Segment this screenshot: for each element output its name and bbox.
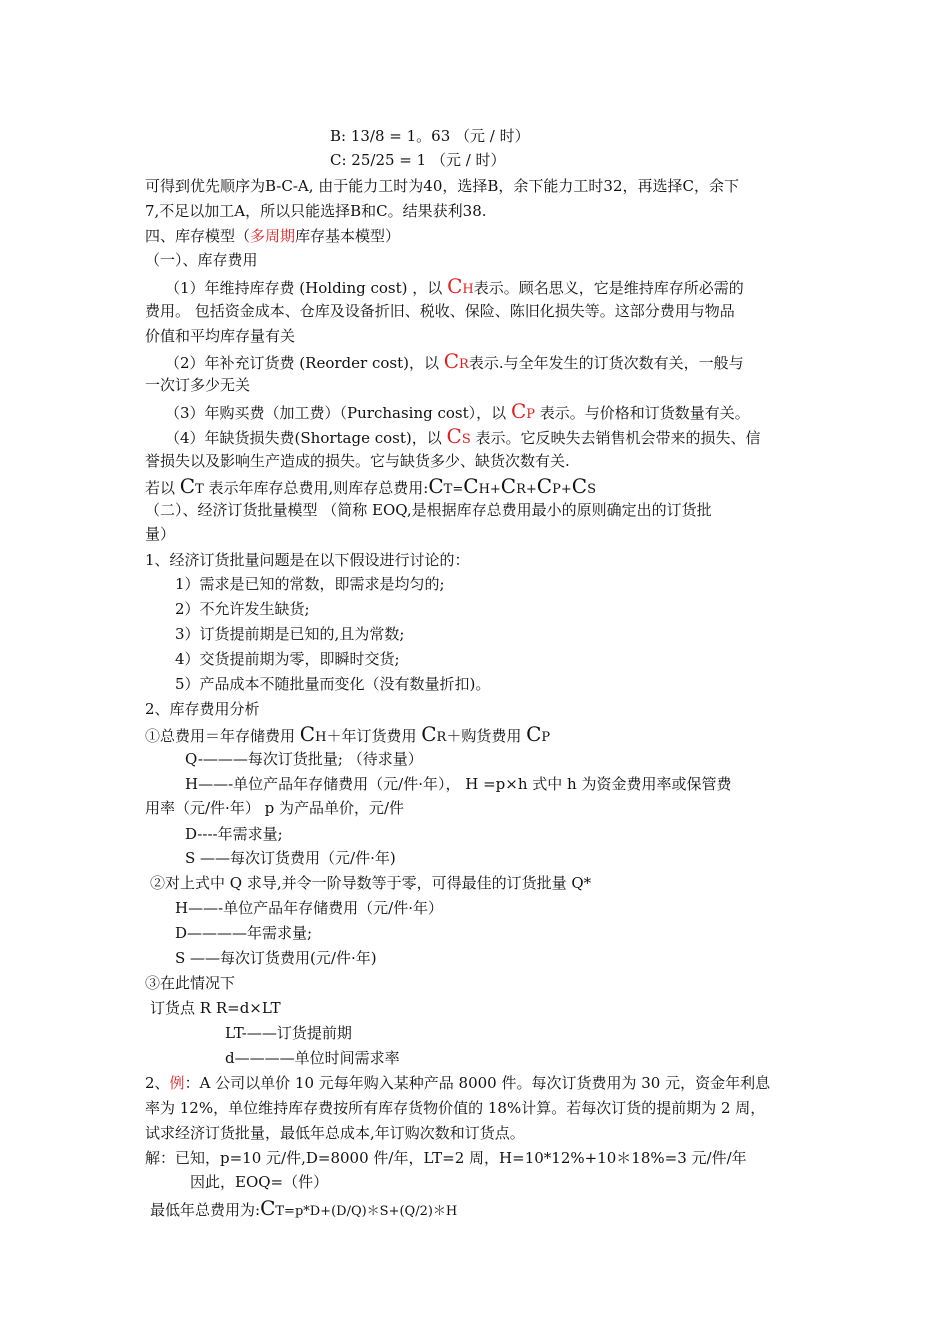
text-line	[175, 624, 404, 644]
text-segment: 2）不允许发生缺货;	[175, 600, 310, 618]
text-line	[165, 401, 750, 425]
text-line	[175, 599, 310, 619]
text-line	[225, 1048, 400, 1068]
text-line	[165, 351, 744, 375]
text-segment: C	[260, 1196, 276, 1220]
text-line	[145, 500, 712, 520]
text-segment: （1）年维持库存费 (Holding cost) ，以	[165, 279, 448, 297]
text-line	[145, 201, 487, 221]
text-line	[175, 574, 445, 594]
text-segment: d————单位时间需求率	[225, 1049, 400, 1067]
text-line	[145, 301, 735, 321]
text-segment: S	[461, 432, 471, 447]
text-segment: LT-——订货提前期	[225, 1024, 352, 1042]
text-line	[145, 1098, 765, 1118]
text-segment: P	[541, 730, 551, 745]
text-segment: R+	[516, 482, 537, 497]
text-segment: C	[510, 399, 527, 423]
text-segment: 4）交货提前期为零，即瞬时交货;	[175, 650, 400, 668]
text-segment: 价值和平均库存量有关	[145, 327, 296, 345]
text-segment: H	[315, 730, 327, 745]
text-line	[145, 699, 260, 719]
text-line	[145, 176, 739, 196]
text-segment: 表示。与价格和订货数量有关。	[535, 404, 750, 422]
text-segment: D----年需求量;	[185, 825, 283, 843]
text-segment: C	[571, 474, 588, 498]
text-segment: 表示。顾名思义，它是维持库存所必需的	[473, 279, 744, 297]
text-segment: 例	[169, 1074, 185, 1092]
text-line	[145, 550, 470, 570]
text-segment: C	[299, 722, 316, 746]
text-segment: C	[463, 474, 479, 498]
text-segment: 可得到优先顺序为B-C-A, 由于能力工时为40，选择B，余下能力工时32，再选择C，余下	[145, 177, 739, 195]
text-line	[185, 749, 423, 769]
text-line	[145, 973, 235, 993]
text-segment: 表示.与全年发生的订货次数有关，一般与	[468, 354, 744, 372]
text-segment: H——-单位产品年存储费用（元/件·年）	[175, 899, 443, 917]
text-segment: H——-单位产品年存储费用（元/件·年）， H =p×h 式中 h 为资金费用率或保管费	[185, 775, 732, 793]
text-line	[175, 948, 377, 968]
text-segment: 解：已知，p=10 元/件,D=8000 件/年，LT=2 周，H=10*12%+10＊18%=3 元/件/年	[145, 1149, 747, 1167]
text-segment: S ——每次订货费用（元/件·年)	[185, 849, 396, 867]
text-segment: 1、经济订货批量问题是在以下假设进行讨论的：	[145, 551, 470, 569]
text-segment: 多周期	[250, 227, 296, 245]
text-line	[175, 649, 400, 669]
text-segment: 一次订多少无关	[145, 376, 251, 394]
text-line	[145, 724, 550, 748]
text-segment: C	[536, 474, 553, 498]
text-segment: 表示年库存总费用,则库存总费用:	[203, 479, 429, 497]
text-segment: 誉损失以及影响生产造成的损失。它与缺货多少、缺货次数有关.	[145, 452, 570, 470]
text-segment: C	[526, 722, 542, 746]
text-segment: 量）	[145, 525, 176, 543]
text-line	[145, 476, 596, 500]
text-segment: H	[462, 282, 474, 297]
text-line	[145, 1123, 525, 1143]
text-line	[145, 326, 295, 346]
text-segment: R	[459, 357, 469, 372]
text-line	[175, 674, 490, 694]
text-segment: 因此，EOQ=（件）	[190, 1173, 329, 1191]
text-segment: ＋购货费用	[446, 727, 527, 745]
text-line	[145, 524, 175, 544]
text-line	[330, 126, 530, 146]
text-segment: 5）产品成本不随批量而变化（没有数量折扣)。	[175, 675, 491, 693]
text-segment: 试求经济订货批量，最低年总成本,年订购次数和订货点。	[145, 1124, 525, 1142]
text-segment: 1）需求是已知的常数，即需求是均匀的;	[175, 575, 445, 593]
text-line	[190, 1172, 328, 1192]
text-segment: 用率（元/件·年） p 为产品单价，元/件	[145, 799, 405, 817]
text-segment: T=p*D+(D/Q)＊S+(Q/2)＊H	[275, 1204, 458, 1219]
text-segment: T	[195, 482, 204, 497]
text-segment: C	[447, 274, 463, 298]
text-line	[150, 1198, 457, 1222]
text-line	[175, 923, 312, 943]
text-segment: T=	[443, 482, 464, 497]
text-segment: 2、库存费用分析	[145, 700, 260, 718]
text-segment: C	[428, 474, 444, 498]
text-segment: S ——每次订货费用(元/件·年)	[175, 949, 377, 967]
text-line	[330, 150, 506, 170]
text-segment: Q-———每次订货批量; （待求量）	[185, 750, 423, 768]
text-line	[150, 998, 281, 1018]
text-segment: 订货点 R R=d×LT	[150, 999, 281, 1017]
text-segment: S	[587, 482, 596, 497]
text-segment: H+	[478, 482, 501, 497]
text-segment: 最低年总费用为:	[150, 1201, 261, 1219]
text-segment: （4）年缺货损失费(Shortage cost)，以	[165, 429, 447, 447]
text-segment: 库存基本模型）	[295, 227, 401, 245]
text-segment: （3）年购买费（加工费）（Purchasing cost），以	[165, 404, 511, 422]
text-line	[185, 848, 396, 868]
text-segment: ③在此情况下	[145, 974, 236, 992]
text-segment: C	[179, 474, 196, 498]
text-segment: 3）订货提前期是已知的,且为常数;	[175, 625, 405, 643]
text-segment: （二）、经济订货批量模型 （简称 EOQ,是根据库存总费用最小的原则确定出的订货批	[145, 501, 712, 519]
text-segment: 2、	[145, 1074, 170, 1092]
text-segment: 7,不足以加工A，所以只能选择B和C。结果获利38.	[145, 202, 487, 220]
text-segment: R	[436, 730, 447, 745]
text-segment: ②对上式中 Q 求导,并令一阶导数等于零，可得最佳的订货批量 Q*	[150, 874, 592, 892]
text-line	[145, 798, 404, 818]
text-segment: C	[421, 722, 437, 746]
text-segment: 若以	[145, 479, 180, 497]
text-line	[175, 898, 443, 918]
text-line	[185, 774, 731, 794]
text-line	[145, 226, 400, 246]
text-line	[185, 824, 283, 844]
text-segment: D————年需求量;	[175, 924, 313, 942]
text-segment: P	[526, 407, 535, 422]
text-segment: C	[500, 474, 517, 498]
text-line	[225, 1023, 352, 1043]
text-segment: ＋年订货费用	[326, 727, 422, 745]
text-line	[165, 426, 761, 450]
text-segment: （一）、库存费用	[145, 251, 258, 269]
text-segment: 四、库存模型（	[145, 227, 251, 245]
text-line	[145, 250, 258, 270]
text-segment: C	[443, 349, 460, 373]
text-segment: 率为 12%，单位维持库存费按所有库存货物价值的 18%计算。若每次订货的提前期为 2 周，	[145, 1099, 766, 1117]
text-segment: B: 13/8 = 1。63 （元 / 时）	[330, 127, 530, 145]
text-line	[150, 873, 591, 893]
text-line	[145, 1073, 770, 1093]
text-line	[145, 451, 570, 471]
text-segment: ：A 公司以单价 10 元每年购入某种产品 8000 件。每次订货费用为 30 元，资金年利息	[184, 1074, 771, 1092]
text-line	[165, 276, 744, 300]
text-segment: C	[446, 424, 462, 448]
text-segment: （2）年补充订货费 (Reorder cost)，以	[165, 354, 444, 372]
text-segment: 费用。 包括资金成本、仓库及设备折旧、税收、保险、陈旧化损失等。这部分费用与物品	[145, 302, 735, 320]
text-line	[145, 1148, 747, 1168]
text-segment: C: 25/25 = 1 （元 / 时）	[330, 151, 506, 169]
text-segment: 表示。它反映失去销售机会带来的损失、信	[470, 429, 761, 447]
text-line	[145, 375, 250, 395]
text-segment: ①总费用＝年存储费用	[145, 727, 300, 745]
text-segment: P+	[552, 482, 572, 497]
